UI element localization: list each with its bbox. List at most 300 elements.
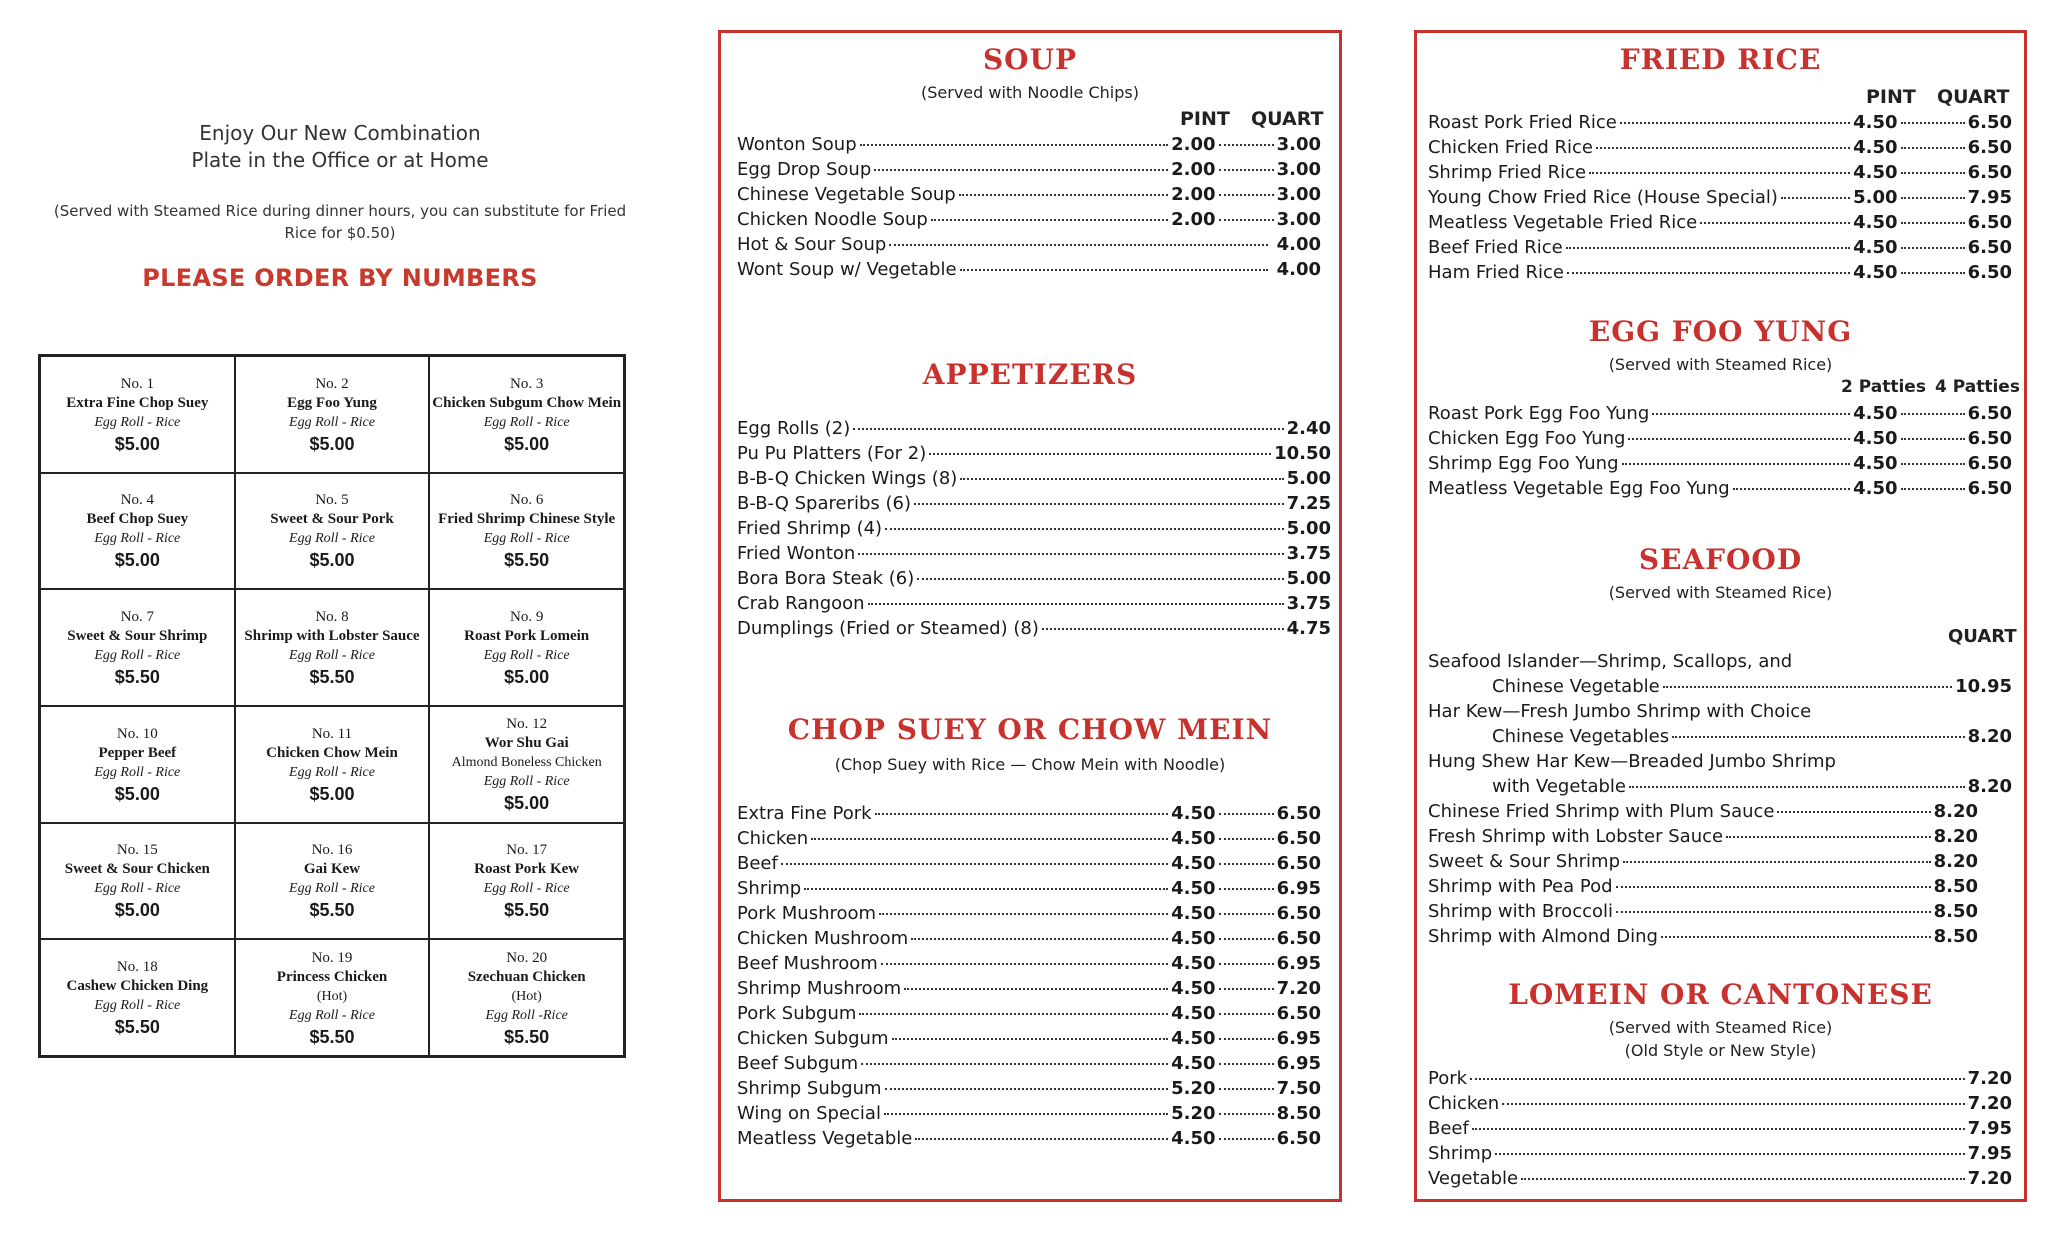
combo-price: $5.00 xyxy=(504,667,550,688)
chopsuey-item-name: Wing on Special xyxy=(737,1103,881,1124)
soup-item-name: Wont Soup w/ Vegetable xyxy=(737,259,957,280)
dot-leader xyxy=(892,1037,1169,1040)
combo-number: No. 7 xyxy=(120,609,154,626)
dot-leader xyxy=(1700,221,1850,224)
soup-item-name: Chinese Vegetable Soup xyxy=(737,184,956,205)
dot-leader xyxy=(1219,1062,1274,1065)
appetizer-item-price: 10.50 xyxy=(1274,443,1331,464)
seafood-item-line2: Chinese Vegetables xyxy=(1492,726,1670,747)
friedrice-col-quart: QUART xyxy=(1937,86,2010,108)
chopsuey-item-name: Pork Mushroom xyxy=(737,903,877,924)
friedrice-item-name: Beef Fried Rice xyxy=(1428,237,1563,258)
combo-price: $5.50 xyxy=(504,550,550,571)
friedrice-item-price-2: 6.50 xyxy=(1967,162,2012,183)
seafood-item-price: 8.20 xyxy=(1933,801,1978,822)
dot-leader xyxy=(1616,910,1931,913)
appetizer-item xyxy=(737,616,1331,641)
dot-leader xyxy=(959,193,1168,196)
appetizer-item xyxy=(737,466,1331,491)
dot-leader xyxy=(1042,627,1284,630)
dot-leader xyxy=(1219,987,1274,990)
eggfooyung-item-name: Chicken Egg Foo Yung xyxy=(1428,428,1626,449)
friedrice-item-name: Meatless Vegetable Fried Rice xyxy=(1428,212,1698,233)
chopsuey-item-price-1: 4.50 xyxy=(1171,878,1216,899)
combo-name: Pepper Beef xyxy=(98,744,177,761)
chopsuey-item-name: Meatless Vegetable xyxy=(737,1128,913,1149)
seafood-item xyxy=(1428,774,2012,799)
dot-leader xyxy=(1219,862,1274,865)
combo-name: Extra Fine Chop Suey xyxy=(66,394,209,411)
dot-leader xyxy=(1219,218,1274,221)
appetizer-item-name: Crab Rangoon xyxy=(737,593,865,614)
appetizer-item-price: 3.75 xyxy=(1286,593,1331,614)
combo-name: Chicken Chow Mein xyxy=(266,744,398,761)
chopsuey-item-name: Shrimp Mushroom xyxy=(737,978,902,999)
soup-item-name: Egg Drop Soup xyxy=(737,159,872,180)
chopsuey-item-price-1: 4.50 xyxy=(1171,1003,1216,1024)
combo-cell xyxy=(40,939,235,1056)
dot-leader xyxy=(960,268,1268,271)
combo-cell xyxy=(40,823,235,940)
chopsuey-item-price-2: 6.50 xyxy=(1276,853,1321,874)
soup-col-quart: QUART xyxy=(1251,108,1324,130)
dot-leader xyxy=(1566,246,1850,249)
combo-price: $5.50 xyxy=(114,1017,160,1038)
combo-price: $5.50 xyxy=(309,900,355,921)
dot-leader xyxy=(1901,437,1965,440)
eggfooyung-item-name: Roast Pork Egg Foo Yung xyxy=(1428,403,1650,424)
dot-leader xyxy=(874,168,1168,171)
friedrice-item-price-1: 5.00 xyxy=(1853,187,1898,208)
dot-leader xyxy=(1219,887,1274,890)
eggfooyung-item xyxy=(1428,451,2012,476)
chopsuey-item-price-2: 6.50 xyxy=(1276,828,1321,849)
combo-includes: Egg Roll - Rice xyxy=(94,531,181,547)
seafood-item-price: 8.50 xyxy=(1933,901,1978,922)
combo-name: Cashew Chicken Ding xyxy=(66,978,209,995)
combo-cell xyxy=(429,473,624,590)
chopsuey-item xyxy=(737,901,1321,926)
lomein-item-price: 7.20 xyxy=(1967,1093,2012,1114)
appetizer-item xyxy=(737,541,1331,566)
seafood-item-price: 8.50 xyxy=(1933,876,1978,897)
dot-leader xyxy=(1901,487,1965,490)
dot-leader xyxy=(1663,685,1952,688)
chopsuey-item-price-1: 4.50 xyxy=(1171,903,1216,924)
combo-includes: Egg Roll - Rice xyxy=(289,881,375,897)
chopsuey-item-price-1: 4.50 xyxy=(1171,953,1216,974)
appetizer-item xyxy=(737,441,1331,466)
seafood-item-line1: Hung Shew Har Kew—Breaded Jumbo Shrimp xyxy=(1428,751,1836,772)
appetizer-item-name: Dumplings (Fried or Steamed) (8) xyxy=(737,618,1039,639)
dot-leader xyxy=(1521,1177,1964,1180)
chopsuey-item-price-2: 6.50 xyxy=(1276,928,1321,949)
seafood-item-name: Sweet & Sour Shrimp xyxy=(1428,851,1620,872)
intro-line-1: Enjoy Our New Combination xyxy=(199,121,481,145)
chopsuey-item-price-2: 6.95 xyxy=(1276,953,1321,974)
combo-cell xyxy=(235,356,430,473)
combo-number: No. 20 xyxy=(506,949,548,966)
chopsuey-item-name: Shrimp xyxy=(737,878,802,899)
chopsuey-item-price-1: 4.50 xyxy=(1171,828,1216,849)
seafood-item xyxy=(1428,899,1978,924)
chopsuey-item xyxy=(737,1001,1321,1026)
dot-leader xyxy=(859,1012,1168,1015)
combo-cell xyxy=(429,939,624,1056)
seafood-item-price: 8.50 xyxy=(1933,926,1978,947)
dot-leader xyxy=(1777,810,1930,813)
friedrice-item xyxy=(1428,235,2012,260)
combo-subname: Almond Boneless Chicken xyxy=(451,755,602,771)
combo-price: $5.50 xyxy=(114,667,160,688)
dot-leader xyxy=(1901,146,1965,149)
friedrice-item-price-1: 4.50 xyxy=(1853,262,1898,283)
appetizers-title: APPETIZERS xyxy=(922,358,1138,391)
dot-leader xyxy=(858,552,1283,555)
combo-price: $5.50 xyxy=(309,1026,355,1047)
chopsuey-item-name: Extra Fine Pork xyxy=(737,803,872,824)
chopsuey-item-price-2: 6.50 xyxy=(1276,903,1321,924)
combo-number: No. 4 xyxy=(120,492,154,509)
combo-includes: Egg Roll - Rice xyxy=(94,764,181,780)
chopsuey-item-name: Chicken xyxy=(737,828,809,849)
soup-item-name: Chicken Noodle Soup xyxy=(737,209,928,230)
dot-leader xyxy=(1901,412,1965,415)
combination-intro xyxy=(20,120,660,292)
combo-name: Szechuan Chicken xyxy=(467,968,586,985)
lomein-item xyxy=(1428,1166,2012,1191)
dot-leader xyxy=(853,427,1283,430)
friedrice-item-price-2: 6.50 xyxy=(1967,112,2012,133)
order-title: PLEASE ORDER BY NUMBERS xyxy=(142,264,538,292)
chopsuey-item-price-1: 4.50 xyxy=(1171,803,1216,824)
combo-subname: (Hot) xyxy=(511,988,542,1004)
chopsuey-item-price-2: 6.95 xyxy=(1276,878,1321,899)
seafood-item-price: 8.20 xyxy=(1967,776,2012,797)
combo-number: No. 2 xyxy=(315,375,349,392)
combo-subname: (Hot) xyxy=(316,988,348,1004)
friedrice-item-name: Roast Pork Fried Rice xyxy=(1428,112,1617,133)
combo-number: No. 3 xyxy=(509,375,544,392)
seafood-item-line2: Chinese Vegetable xyxy=(1492,676,1660,697)
combo-includes: Egg Roll - Rice xyxy=(94,998,181,1014)
combo-price: $5.50 xyxy=(309,667,355,688)
combo-price: $5.00 xyxy=(309,433,355,454)
chopsuey-item-name: Beef Subgum xyxy=(737,1053,859,1074)
chopsuey-item xyxy=(737,1051,1321,1076)
friedrice-item-price-2: 6.50 xyxy=(1967,212,2012,233)
dot-leader xyxy=(1628,437,1850,440)
lomein-item-price: 7.95 xyxy=(1967,1143,2012,1164)
eggfooyung-item-name: Meatless Vegetable Egg Foo Yung xyxy=(1428,478,1730,499)
chopsuey-item-name: Shrimp Subgum xyxy=(737,1078,882,1099)
friedrice-item-price-2: 6.50 xyxy=(1967,237,2012,258)
lomein-item xyxy=(1428,1066,2012,1091)
eggfooyung-col-2: 2 Patties xyxy=(1841,377,1926,397)
dot-leader xyxy=(1901,462,1965,465)
dot-leader xyxy=(1470,1077,1965,1080)
seafood-title: SEAFOOD xyxy=(1638,543,1803,576)
eggfooyung-subtitle: (Served with Steamed Rice) xyxy=(1608,355,1833,374)
friedrice-item-price-2: 6.50 xyxy=(1967,137,2012,158)
combo-price: $5.00 xyxy=(309,550,355,571)
dot-leader xyxy=(1733,487,1851,490)
eggfooyung-item-price-1: 4.50 xyxy=(1853,453,1898,474)
combo-number: No. 17 xyxy=(506,842,548,859)
dot-leader xyxy=(860,143,1169,146)
dot-leader xyxy=(1219,1012,1274,1015)
seafood-col-quart: QUART xyxy=(1948,626,2017,647)
combo-number: No. 9 xyxy=(509,609,544,626)
chopsuey-item-name: Beef xyxy=(737,853,778,874)
friedrice-item xyxy=(1428,110,2012,135)
lomein-item-name: Pork xyxy=(1428,1068,1468,1089)
dot-leader xyxy=(1901,246,1965,249)
dot-leader xyxy=(885,527,1283,530)
chopsuey-item-price-1: 4.50 xyxy=(1171,1028,1216,1049)
chopsuey-item-price-1: 4.50 xyxy=(1171,853,1216,874)
dot-leader xyxy=(1596,146,1850,149)
appetizer-item-name: B-B-Q Spareribs (6) xyxy=(737,493,911,514)
combo-price: $5.00 xyxy=(504,433,550,454)
dot-leader xyxy=(1495,1152,1964,1155)
dot-leader xyxy=(917,577,1283,580)
soup-item-price-2: 4.00 xyxy=(1276,259,1321,280)
combo-price: $5.00 xyxy=(114,900,160,921)
friedrice-item-name: Ham Fried Rice xyxy=(1428,262,1564,283)
combo-includes: Egg Roll - Rice xyxy=(94,648,181,664)
eggfooyung-item-price-1: 4.50 xyxy=(1853,403,1898,424)
combo-includes: Egg Roll - Rice xyxy=(483,648,570,664)
dot-leader xyxy=(811,837,1168,840)
dot-leader xyxy=(1661,935,1931,938)
dot-leader xyxy=(879,912,1168,915)
combo-cell xyxy=(235,589,430,706)
combo-name: Beef Chop Suey xyxy=(86,511,189,528)
combo-number: No. 15 xyxy=(116,842,158,859)
combo-cell xyxy=(429,589,624,706)
soup-item-name: Wonton Soup xyxy=(737,134,857,155)
dot-leader xyxy=(1620,121,1850,124)
dot-leader xyxy=(1781,196,1850,199)
combo-includes: Egg Roll - Rice xyxy=(483,881,570,897)
appetizer-item xyxy=(737,591,1331,616)
chopsuey-item-name: Chicken Subgum xyxy=(737,1028,889,1049)
eggfooyung-title: EGG FOO YUNG xyxy=(1588,315,1853,348)
dot-leader xyxy=(1629,785,1965,788)
dot-leader xyxy=(1219,193,1274,196)
dot-leader xyxy=(1901,221,1965,224)
seafood-item-name: Chinese Fried Shrimp with Plum Sauce xyxy=(1428,801,1775,822)
combo-includes: Egg Roll - Rice xyxy=(289,1007,375,1023)
chopsuey-item-name: Beef Mushroom xyxy=(737,953,878,974)
seafood-item xyxy=(1428,674,2012,699)
combo-name: Wor Shu Gai xyxy=(484,735,569,752)
chopsuey-item-price-1: 5.20 xyxy=(1171,1078,1216,1099)
chopsuey-item-price-2: 6.50 xyxy=(1276,1128,1321,1149)
soup-subtitle: (Served with Noodle Chips) xyxy=(921,83,1139,102)
chopsuey-item xyxy=(737,976,1321,1001)
friedrice-col-pint: PINT xyxy=(1866,86,1916,108)
dot-leader xyxy=(1567,271,1850,274)
lomein-item-name: Shrimp xyxy=(1428,1143,1493,1164)
friedrice-item-price-1: 4.50 xyxy=(1853,212,1898,233)
appetizer-item xyxy=(737,566,1331,591)
eggfooyung-item xyxy=(1428,401,2012,426)
combo-number: No. 18 xyxy=(116,959,158,976)
appetizer-item-name: Egg Rolls (2) xyxy=(737,418,851,439)
combo-number: No. 6 xyxy=(509,492,544,509)
seafood-item-price: 8.20 xyxy=(1933,851,1978,872)
combo-number: No. 1 xyxy=(120,375,154,392)
chopsuey-item xyxy=(737,926,1321,951)
combo-price: $5.00 xyxy=(114,433,160,454)
dot-leader xyxy=(915,1137,1168,1140)
soup-item xyxy=(737,232,1321,257)
appetizer-item-name: Fried Wonton xyxy=(737,543,856,564)
combo-number: No. 16 xyxy=(311,842,353,859)
eggfooyung-item-price-2: 6.50 xyxy=(1967,403,2012,424)
friedrice-item-price-1: 4.50 xyxy=(1853,162,1898,183)
combo-cell xyxy=(235,823,430,940)
seafood-item xyxy=(1428,824,1978,849)
dot-leader xyxy=(1219,937,1274,940)
dot-leader xyxy=(1219,912,1274,915)
dot-leader xyxy=(868,602,1284,605)
soup-item-name: Hot & Sour Soup xyxy=(737,234,887,255)
seafood-item xyxy=(1428,724,2012,749)
eggfooyung-item-price-2: 6.50 xyxy=(1967,428,2012,449)
combo-name: Sweet & Sour Chicken xyxy=(64,861,210,878)
dot-leader xyxy=(929,452,1271,455)
soup-item xyxy=(737,157,1321,182)
soup-item-price-2: 3.00 xyxy=(1276,159,1321,180)
lomein-subtitle-2: (Old Style or New Style) xyxy=(1624,1041,1817,1060)
intro-note: (Served with Steamed Rice during dinner hours, you can substitute for Fried Rice for $0.50) xyxy=(53,202,627,242)
dot-leader xyxy=(1502,1102,1964,1105)
appetizer-item-price: 5.00 xyxy=(1286,468,1331,489)
lomein-item xyxy=(1428,1116,2012,1141)
appetizer-item-price: 3.75 xyxy=(1286,543,1331,564)
chopsuey-item-price-2: 7.20 xyxy=(1276,978,1321,999)
appetizer-item-price: 4.75 xyxy=(1286,618,1331,639)
seafood-item-price: 8.20 xyxy=(1933,826,1978,847)
seafood-item-price: 10.95 xyxy=(1955,676,2012,697)
dot-leader xyxy=(1622,462,1851,465)
dot-leader xyxy=(804,887,1168,890)
chopsuey-item-price-2: 6.50 xyxy=(1276,1003,1321,1024)
chopsuey-item-name: Pork Subgum xyxy=(737,1003,857,1024)
chopsuey-item-price-1: 4.50 xyxy=(1171,1128,1216,1149)
chopsuey-item-price-2: 6.50 xyxy=(1276,803,1321,824)
seafood-item xyxy=(1428,799,1978,824)
soup-item xyxy=(737,257,1321,282)
dot-leader xyxy=(1219,1037,1274,1040)
dot-leader xyxy=(931,218,1168,221)
friedrice-item xyxy=(1428,260,2012,285)
dot-leader xyxy=(914,502,1284,505)
seafood-item xyxy=(1428,924,1978,949)
lomein-item-name: Vegetable xyxy=(1428,1168,1519,1189)
combo-cell xyxy=(235,939,430,1056)
combo-includes: Egg Roll - Rice xyxy=(289,764,375,780)
combo-name: Egg Foo Yung xyxy=(287,394,377,411)
chopsuey-item xyxy=(737,951,1321,976)
friedrice-item-name: Young Chow Fried Rice (House Special) xyxy=(1428,187,1778,208)
dot-leader xyxy=(1589,171,1850,174)
friedrice-item xyxy=(1428,210,2012,235)
eggfooyung-item-name: Shrimp Egg Foo Yung xyxy=(1428,453,1619,474)
appetizer-item-name: B-B-Q Chicken Wings (8) xyxy=(737,468,958,489)
soup-item xyxy=(737,182,1321,207)
dot-leader xyxy=(1652,412,1850,415)
dot-leader xyxy=(1726,835,1931,838)
combo-includes: Egg Roll - Rice xyxy=(483,414,570,430)
combo-number: No. 12 xyxy=(506,716,548,733)
appetizer-item-price: 5.00 xyxy=(1286,568,1331,589)
chopsuey-subtitle: (Chop Suey with Rice — Chow Mein with Noodle) xyxy=(834,755,1226,774)
seafood-item-price: 8.20 xyxy=(1967,726,2012,747)
menu-panel-right xyxy=(1414,30,2027,1202)
lomein-item-price: 7.20 xyxy=(1967,1168,2012,1189)
dot-leader xyxy=(1901,196,1965,199)
combo-price: $5.00 xyxy=(114,783,160,804)
combo-cell xyxy=(40,706,235,823)
combo-number: No. 8 xyxy=(315,609,349,626)
chopsuey-item-name: Chicken Mushroom xyxy=(737,928,909,949)
lomein-item-name: Chicken xyxy=(1428,1093,1500,1114)
soup-col-pint: PINT xyxy=(1180,108,1230,130)
eggfooyung-item-price-2: 6.50 xyxy=(1967,478,2012,499)
combo-number: No. 5 xyxy=(315,492,349,509)
chopsuey-title: CHOP SUEY OR CHOW MEIN xyxy=(787,713,1273,746)
appetizer-item xyxy=(737,491,1331,516)
chopsuey-item xyxy=(737,1076,1321,1101)
soup-item-price-2: 3.00 xyxy=(1276,184,1321,205)
combo-includes: Egg Roll - Rice xyxy=(289,648,375,664)
combo-name: Roast Pork Kew xyxy=(474,861,580,878)
dot-leader xyxy=(781,862,1168,865)
chopsuey-item-price-2: 6.95 xyxy=(1276,1053,1321,1074)
soup-item-price-1: 2.00 xyxy=(1171,209,1216,230)
dot-leader xyxy=(884,1112,1168,1115)
combo-cell xyxy=(429,706,624,823)
friedrice-item-price-2: 7.95 xyxy=(1967,187,2012,208)
combo-cell xyxy=(429,356,624,473)
combo-includes: Egg Roll - Rice xyxy=(94,414,181,430)
lomein-item xyxy=(1428,1141,2012,1166)
appetizer-item xyxy=(737,516,1331,541)
dot-leader xyxy=(1616,885,1931,888)
seafood-item-line1: Har Kew—Fresh Jumbo Shrimp with Choice xyxy=(1428,701,1812,722)
soup-title: SOUP xyxy=(982,43,1078,76)
friedrice-item xyxy=(1428,135,2012,160)
eggfooyung-col-4: 4 Patties xyxy=(1935,377,2020,397)
combo-number: No. 10 xyxy=(116,725,158,742)
friedrice-item-price-1: 4.50 xyxy=(1853,137,1898,158)
combo-number: No. 19 xyxy=(311,949,353,966)
friedrice-item-name: Chicken Fried Rice xyxy=(1428,137,1594,158)
dot-leader xyxy=(1219,143,1274,146)
soup-item-price-1: 2.00 xyxy=(1171,184,1216,205)
appetizer-item-name: Bora Bora Steak (6) xyxy=(737,568,915,589)
seafood-item-name: Shrimp with Broccoli xyxy=(1428,901,1614,922)
appetizer-item xyxy=(737,416,1331,441)
eggfooyung-item-price-1: 4.50 xyxy=(1853,478,1898,499)
appetizer-item-price: 7.25 xyxy=(1286,493,1331,514)
seafood-subtitle: (Served with Steamed Rice) xyxy=(1608,583,1833,602)
lomein-title: LOMEIN OR CANTONESE xyxy=(1508,978,1933,1011)
